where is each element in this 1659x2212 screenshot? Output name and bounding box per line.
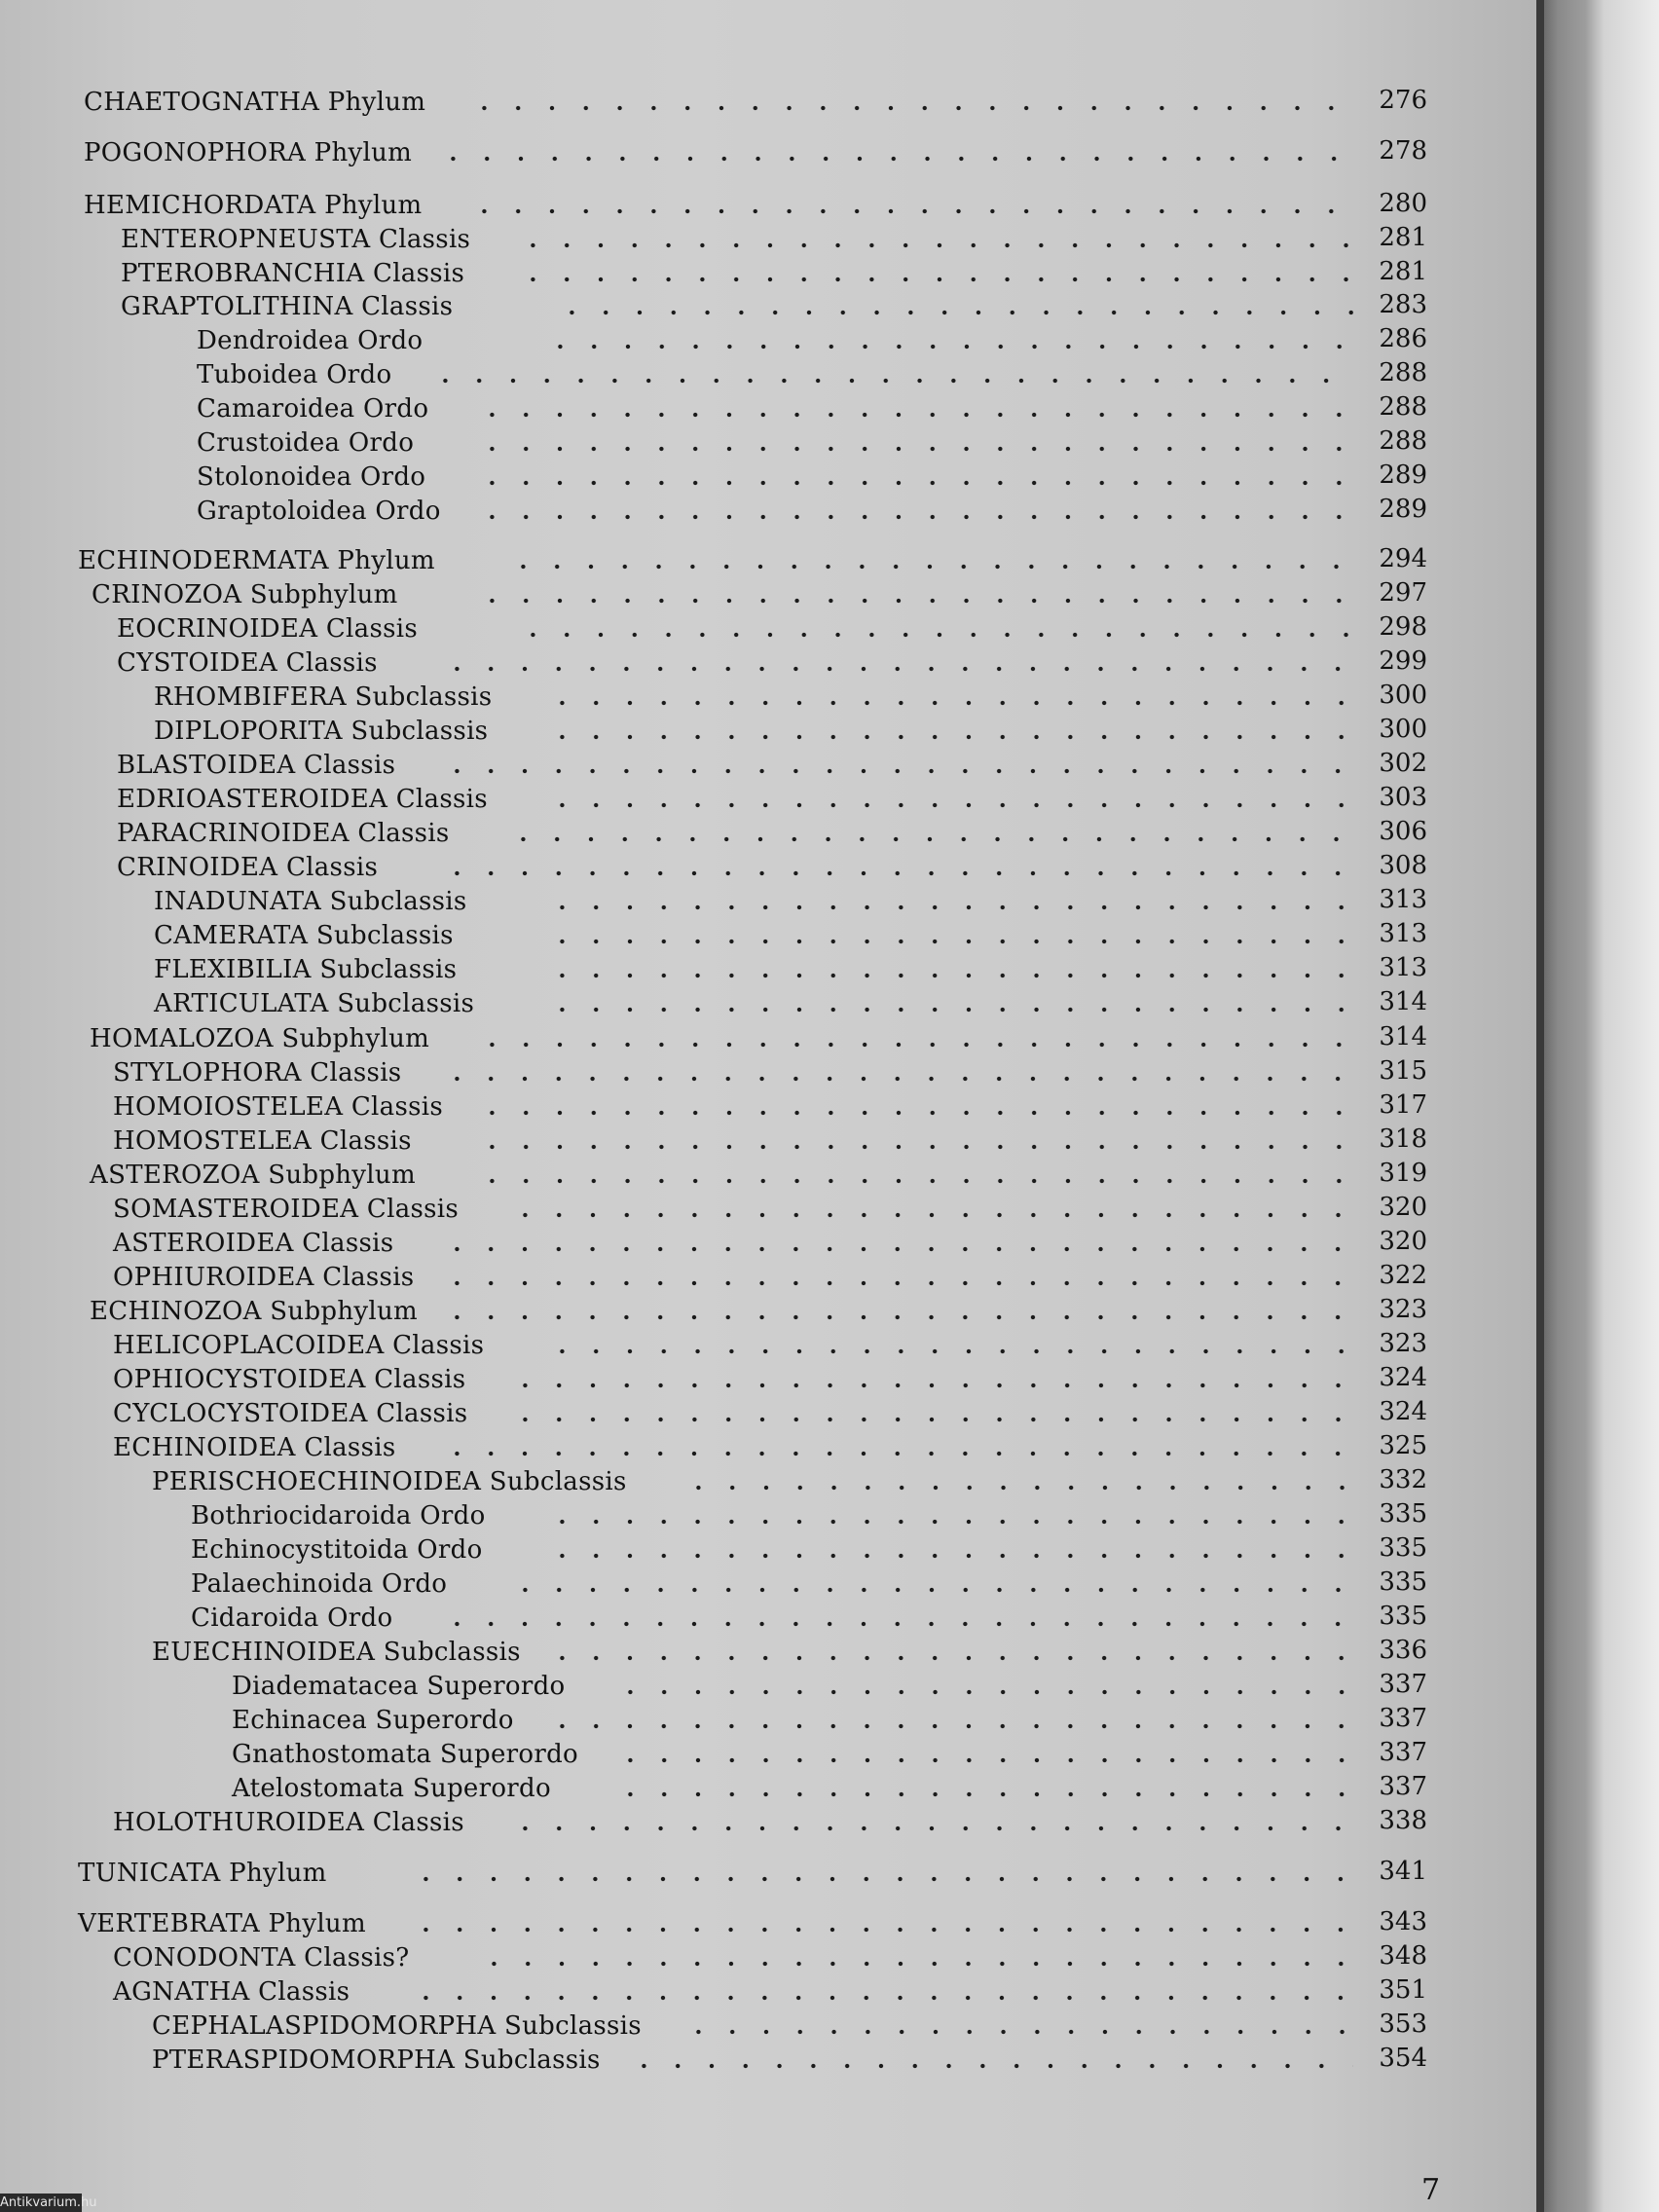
toc-entry-label: GRAPTOLITHINA Classis xyxy=(121,292,454,321)
dot-leader xyxy=(440,1602,1353,1635)
toc-entry xyxy=(0,2009,1536,2043)
dot-leader xyxy=(475,1022,1353,1055)
dot-leader xyxy=(516,257,1353,290)
toc-entry-label: EDRIOASTEROIDEA Classis xyxy=(117,785,488,814)
toc-entry-page: 322 xyxy=(1379,1261,1427,1290)
dot-leader xyxy=(627,2044,1353,2077)
toc-entry-label: STYLOPHORA Classis xyxy=(113,1058,402,1088)
toc-entry xyxy=(0,1363,1536,1396)
toc-entry xyxy=(0,783,1536,816)
toc-entry xyxy=(0,1975,1536,2009)
toc-entry-page: 300 xyxy=(1379,681,1427,710)
toc-entry xyxy=(0,1397,1536,1430)
toc-entry-page: 320 xyxy=(1379,1193,1427,1222)
dot-leader xyxy=(508,1806,1353,1839)
toc-entry-label: CRINOZOA Subphylum xyxy=(92,580,398,609)
dot-leader xyxy=(682,2009,1353,2043)
toc-entry-label: TUNICATA Phylum xyxy=(78,1859,327,1888)
toc-entry-label: Gnathostomata Superordo xyxy=(232,1740,578,1769)
dot-leader xyxy=(508,1397,1353,1430)
page-number: 7 xyxy=(1421,2173,1441,2207)
toc-entry-label: Stolonoidea Ordo xyxy=(197,462,426,492)
toc-entry-label: ENTEROPNEUSTA Classis xyxy=(121,225,471,254)
dot-leader xyxy=(440,1295,1353,1328)
toc-entry xyxy=(0,1941,1536,1974)
dot-leader xyxy=(475,578,1353,611)
dot-leader xyxy=(508,1193,1353,1226)
dot-leader xyxy=(440,851,1353,884)
toc-entry-page: 276 xyxy=(1379,86,1427,115)
toc-entry xyxy=(0,1227,1536,1260)
toc-entry xyxy=(0,1261,1536,1294)
dot-leader xyxy=(475,1090,1353,1124)
toc-entry-label: CYCLOCYSTOIDEA Classis xyxy=(113,1399,468,1428)
toc-entry xyxy=(0,612,1536,645)
toc-entry-page: 288 xyxy=(1379,358,1427,387)
dot-leader xyxy=(508,1567,1353,1601)
toc-entry-label: CRINOIDEA Classis xyxy=(117,853,379,882)
toc-entry xyxy=(0,86,1536,119)
toc-entry-page: 280 xyxy=(1379,189,1427,218)
toc-entry-label: CAMERATA Subclassis xyxy=(154,921,454,950)
toc-entry-page: 303 xyxy=(1379,783,1427,812)
dot-leader xyxy=(545,1499,1353,1532)
toc-entry xyxy=(0,919,1536,952)
toc-entry-label: VERTEBRATA Phylum xyxy=(78,1909,366,1938)
toc-entry xyxy=(0,1022,1536,1055)
toc-entry-page: 299 xyxy=(1379,646,1427,676)
toc-entry xyxy=(0,1056,1536,1089)
toc-entry-page: 313 xyxy=(1379,885,1427,914)
toc-entry-page: 337 xyxy=(1379,1670,1427,1699)
dot-leader xyxy=(409,1975,1353,2009)
toc-entry xyxy=(0,578,1536,611)
dot-leader xyxy=(516,612,1353,645)
toc-entry-page: 336 xyxy=(1379,1636,1427,1665)
toc-entry-page: 337 xyxy=(1379,1738,1427,1767)
toc-entry-label: ASTEROIDEA Classis xyxy=(113,1229,394,1258)
toc-entry-page: 302 xyxy=(1379,749,1427,778)
toc-entry xyxy=(0,358,1536,391)
toc-entry-label: PTEROBRANCHIA Classis xyxy=(121,259,465,288)
toc-entry xyxy=(0,953,1536,986)
toc-entry-page: 325 xyxy=(1379,1431,1427,1460)
toc-entry-label: Bothriocidaroida Ordo xyxy=(191,1501,486,1530)
toc-entry-page: 351 xyxy=(1379,1975,1427,2005)
toc-entry-page: 353 xyxy=(1379,2009,1427,2039)
toc-entry xyxy=(0,681,1536,714)
toc-entry xyxy=(0,749,1536,782)
dot-leader xyxy=(516,223,1353,256)
toc-entry-label: Echinocystitoida Ordo xyxy=(191,1535,483,1565)
dot-leader xyxy=(440,1261,1353,1294)
toc-entry-page: 318 xyxy=(1379,1124,1427,1154)
toc-entry-label: ECHINODERMATA Phylum xyxy=(78,546,435,575)
dot-leader xyxy=(613,1670,1353,1703)
toc-entry-page: 283 xyxy=(1379,290,1427,319)
toc-entry-label: EOCRINOIDEA Classis xyxy=(117,614,418,644)
toc-entry-page: 288 xyxy=(1379,426,1427,456)
toc-entry xyxy=(0,1295,1536,1328)
toc-entry-page: 338 xyxy=(1379,1806,1427,1835)
toc-entry-label: HEMICHORDATA Phylum xyxy=(84,191,423,220)
toc-entry-label: Echinacea Superordo xyxy=(232,1706,514,1735)
toc-entry-page: 319 xyxy=(1379,1159,1427,1188)
toc-entry xyxy=(0,495,1536,528)
toc-entry xyxy=(0,1738,1536,1771)
toc-entry-page: 288 xyxy=(1379,392,1427,422)
toc-entry xyxy=(0,817,1536,850)
toc-entry-label: PTERASPIDOMORPHA Subclassis xyxy=(152,2046,601,2075)
toc-entry-label: EUECHINOIDEA Subclassis xyxy=(152,1638,521,1667)
toc-entry-page: 324 xyxy=(1379,1363,1427,1392)
toc-entry-label: POGONOPHORA Phylum xyxy=(84,138,413,167)
toc-entry-page: 323 xyxy=(1379,1295,1427,1324)
toc-entry xyxy=(0,1670,1536,1703)
toc-entry-label: AGNATHA Classis xyxy=(113,1977,350,2007)
toc-entry xyxy=(0,1465,1536,1498)
toc-entry-label: FLEXIBILIA Subclassis xyxy=(154,955,458,984)
toc-entry xyxy=(0,885,1536,918)
dot-leader xyxy=(545,783,1353,816)
toc-entry-label: Tuboidea Ordo xyxy=(197,360,392,389)
toc-entry-page: 335 xyxy=(1379,1602,1427,1631)
toc-entry-page: 337 xyxy=(1379,1704,1427,1733)
toc-entry-page: 289 xyxy=(1379,495,1427,524)
toc-entry-page: 281 xyxy=(1379,223,1427,252)
dot-leader xyxy=(545,681,1353,714)
toc-entry-page: 294 xyxy=(1379,544,1427,573)
toc-entry xyxy=(0,1567,1536,1601)
dot-leader xyxy=(477,1941,1353,1974)
toc-entry-page: 354 xyxy=(1379,2044,1427,2073)
dot-leader xyxy=(440,1227,1353,1260)
toc-entry xyxy=(0,392,1536,425)
toc-entry xyxy=(0,1124,1536,1158)
dot-leader xyxy=(545,715,1353,748)
dot-leader xyxy=(409,1857,1353,1890)
toc-entry-label: Camaroidea Ordo xyxy=(197,394,429,424)
toc-entry xyxy=(0,290,1536,323)
toc-entry xyxy=(0,461,1536,494)
toc-entry-label: OPHIUROIDEA Classis xyxy=(113,1263,415,1292)
toc-entry xyxy=(0,1704,1536,1737)
toc-entry-label: ECHINOZOA Subphylum xyxy=(90,1297,418,1326)
toc-entry-label: CHAETOGNATHA Phylum xyxy=(84,88,426,117)
dot-leader xyxy=(475,461,1353,494)
toc-entry-page: 348 xyxy=(1379,1941,1427,1971)
toc-entry-page: 278 xyxy=(1379,136,1427,166)
dot-leader xyxy=(545,885,1353,918)
toc-entry-label: Cidaroida Ordo xyxy=(191,1604,393,1633)
toc-entry-label: HOMALOZOA Subphylum xyxy=(90,1024,430,1053)
dot-leader xyxy=(506,817,1353,850)
toc-entry-label: ASTEROZOA Subphylum xyxy=(90,1161,416,1190)
toc-entry xyxy=(0,1431,1536,1464)
toc-entry xyxy=(0,1857,1536,1890)
toc-entry-label: OPHIOCYSTOIDEA Classis xyxy=(113,1365,466,1394)
toc-entry xyxy=(0,1636,1536,1669)
toc-entry-label: Diadematacea Superordo xyxy=(232,1672,566,1701)
toc-entry-page: 332 xyxy=(1379,1465,1427,1494)
toc-entry-page: 286 xyxy=(1379,324,1427,353)
toc-entry-page: 343 xyxy=(1379,1907,1427,1936)
dot-leader xyxy=(508,1363,1353,1396)
dot-leader xyxy=(475,1159,1353,1192)
toc-entry xyxy=(0,646,1536,680)
dot-leader xyxy=(545,1704,1353,1737)
toc-entry xyxy=(0,1499,1536,1532)
dot-leader xyxy=(545,953,1353,986)
toc-entry xyxy=(0,544,1536,577)
dot-leader xyxy=(440,1056,1353,1089)
toc-entry-label: Graptoloidea Ordo xyxy=(197,497,441,526)
toc-entry xyxy=(0,426,1536,460)
toc-entry-label: HELICOPLACOIDEA Classis xyxy=(113,1331,485,1360)
toc-entry-page: 317 xyxy=(1379,1090,1427,1120)
dot-leader xyxy=(506,544,1353,577)
toc-entry xyxy=(0,2044,1536,2077)
toc-entry-label: RHOMBIFERA Subclassis xyxy=(154,682,493,712)
dot-leader xyxy=(440,1431,1353,1464)
page-edge-background xyxy=(1536,0,1659,2212)
toc-entry-label: HOMOIOSTELEA Classis xyxy=(113,1092,443,1122)
toc-entry-label: ARTICULATA Subclassis xyxy=(154,989,475,1018)
dot-leader xyxy=(613,1772,1353,1805)
toc-entry-label: INADUNATA Subclassis xyxy=(154,887,467,916)
toc-entry-label: Palaechinoida Ordo xyxy=(191,1569,448,1599)
toc-entry-page: 308 xyxy=(1379,851,1427,880)
dot-leader xyxy=(545,1329,1353,1362)
toc-entry-page: 320 xyxy=(1379,1227,1427,1256)
dot-leader xyxy=(440,646,1353,680)
toc-entry-page: 281 xyxy=(1379,257,1427,286)
toc-entry xyxy=(0,189,1536,222)
toc-entry-label: Atelostomata Superordo xyxy=(232,1774,551,1803)
toc-entry-page: 323 xyxy=(1379,1329,1427,1358)
dot-leader xyxy=(467,86,1353,119)
toc-entry xyxy=(0,1772,1536,1805)
toc-entry-page: 313 xyxy=(1379,953,1427,982)
toc-entry-label: BLASTOIDEA Classis xyxy=(117,751,396,780)
toc-entry-page: 337 xyxy=(1379,1772,1427,1801)
dot-leader xyxy=(543,324,1353,357)
toc-entry-label: HOMOSTELEA Classis xyxy=(113,1126,412,1156)
toc-entry-page: 306 xyxy=(1379,817,1427,846)
watermark: Antikvarium.hu xyxy=(0,2195,97,2210)
dot-leader xyxy=(475,495,1353,528)
toc-entry-label: HOLOTHUROIDEA Classis xyxy=(113,1808,464,1837)
toc-entry-page: 335 xyxy=(1379,1533,1427,1563)
toc-entry-page: 297 xyxy=(1379,578,1427,608)
toc-entry xyxy=(0,1602,1536,1635)
toc-entry xyxy=(0,715,1536,748)
dot-leader xyxy=(555,290,1353,323)
toc-entry xyxy=(0,257,1536,290)
toc-entry xyxy=(0,1193,1536,1226)
toc-entry-label: CYSTOIDEA Classis xyxy=(117,648,378,678)
toc-entry xyxy=(0,136,1536,169)
toc-entry-page: 298 xyxy=(1379,612,1427,642)
toc-entry-label: Crustoidea Ordo xyxy=(197,428,415,458)
toc-entry xyxy=(0,1533,1536,1567)
toc-entry-page: 314 xyxy=(1379,987,1427,1016)
toc-entry-label: PARACRINOIDEA Classis xyxy=(117,819,450,848)
toc-entry xyxy=(0,1907,1536,1940)
toc-entry xyxy=(0,1090,1536,1124)
toc-entry-label: CONODONTA Classis? xyxy=(113,1943,410,1972)
toc-entry-page: 335 xyxy=(1379,1567,1427,1597)
toc-entry xyxy=(0,987,1536,1020)
dot-leader xyxy=(475,426,1353,460)
dot-leader xyxy=(613,1738,1353,1771)
toc-entry-page: 300 xyxy=(1379,715,1427,744)
dot-leader xyxy=(467,189,1353,222)
dot-leader xyxy=(682,1465,1353,1498)
dot-leader xyxy=(475,1124,1353,1158)
toc-entry xyxy=(0,324,1536,357)
toc-entry-label: SOMASTEROIDEA Classis xyxy=(113,1195,460,1224)
toc-entry-label: ECHINOIDEA Classis xyxy=(113,1433,396,1462)
toc-entry xyxy=(0,1806,1536,1839)
dot-leader xyxy=(440,749,1353,782)
dot-leader xyxy=(475,392,1353,425)
toc-entry xyxy=(0,1329,1536,1362)
dot-leader xyxy=(428,358,1353,391)
dot-leader xyxy=(409,1907,1353,1940)
toc-entry-label: Dendroidea Ordo xyxy=(197,326,424,355)
toc-entry xyxy=(0,1159,1536,1192)
dot-leader xyxy=(436,136,1353,169)
dot-leader xyxy=(545,1533,1353,1567)
toc-entry-page: 313 xyxy=(1379,919,1427,948)
toc-entry xyxy=(0,223,1536,256)
toc-entry-page: 324 xyxy=(1379,1397,1427,1426)
toc-entry-label: CEPHALASPIDOMORPHA Subclassis xyxy=(152,2011,642,2041)
toc-entry-label: DIPLOPORITA Subclassis xyxy=(154,717,489,746)
toc-entry-page: 341 xyxy=(1379,1857,1427,1886)
toc-entry-label: PERISCHOECHINOIDEA Subclassis xyxy=(152,1467,627,1496)
dot-leader xyxy=(545,1636,1353,1669)
toc-entry-page: 315 xyxy=(1379,1056,1427,1086)
toc-entry-page: 314 xyxy=(1379,1022,1427,1051)
dot-leader xyxy=(545,919,1353,952)
dot-leader xyxy=(545,987,1353,1020)
toc-entry xyxy=(0,851,1536,884)
toc-entry-page: 335 xyxy=(1379,1499,1427,1529)
toc-entry-page: 289 xyxy=(1379,461,1427,490)
